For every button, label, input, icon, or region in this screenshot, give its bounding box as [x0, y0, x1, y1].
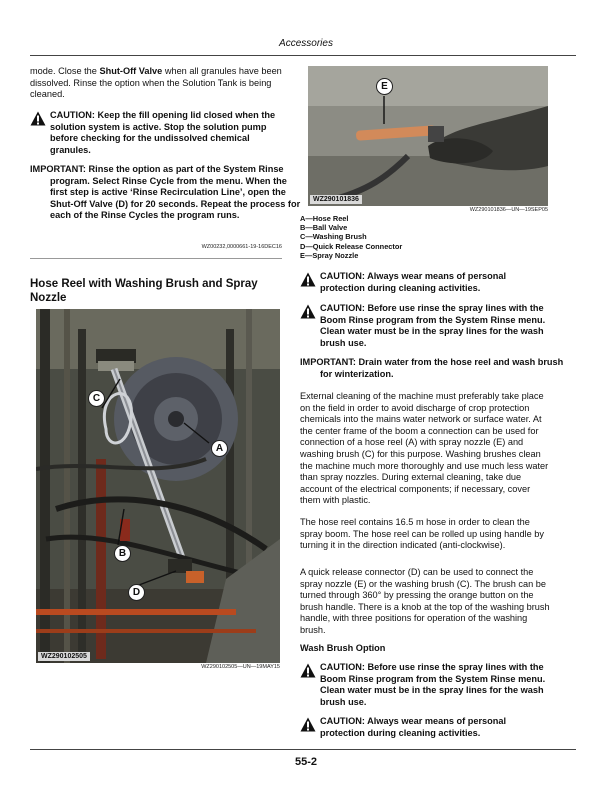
legend-item: A—Hose Reel [300, 214, 349, 223]
caution-text-4: CAUTION: Before use rinse the spray lines with the Boom Rinse program from the System Rinse menu. Clean water must be in the spray lines for the wash brush use. [320, 662, 546, 707]
paragraph-external-cleaning: External cleaning of the machine must preferably take place on the field in order to avoid discharge of crop protection chemicals into the mains water network or surface water. At the center frame of the boom a connection can be used for connection of a hose reel (A) with spray nozzle (E) and washing brush (C) for this purpose. Washing brushes clean the machine much more thoroughly and use much less water than spray nozzles. During external cleaning, take due account of the electrical components; if necessary, cover them with plastic. [300, 391, 549, 506]
callout-c: C [88, 390, 105, 407]
important-text: Rinse the option as part of the System Rinse program. Select Rinse Cycle from the menu. When the first step is active ‘Rinse Recirculation Line’, open the Shut-Off Valve (D) for 20 seconds. Repeat the process for each of the Rinse Cycles the program runs. [50, 164, 301, 221]
caution-text-2: CAUTION: Always wear means of personal protection during cleaning activities. [320, 271, 507, 293]
page-number: 55-2 [294, 756, 318, 768]
legend-item: C—Washing Brush [300, 232, 367, 242]
hose-reel-photo [36, 309, 280, 663]
caution-text-1: CAUTION: Keep the fill opening lid closed when the solution system is active. Stop the solution pump before checking for the undissolved chemical granules. [50, 110, 276, 155]
section-title: Hose Reel with Washing Brush and Spray Nozzle [30, 278, 258, 304]
intro-text-2: when all granules have been dissolved. Rinse the option when the Solution Tank is being cleaned. [30, 66, 282, 100]
warning-icon [300, 304, 316, 319]
reference-code-1: WZ00232,0000661-19-16DEC16 [201, 244, 282, 250]
warning-icon [300, 272, 316, 287]
important-label: IMPORTANT: [30, 164, 86, 174]
legend-item: B—Ball Valve [300, 223, 348, 233]
warning-icon [300, 663, 316, 678]
caution-text-3: CAUTION: Before use rinse the spray lines with the Boom Rinse program from the System Rinse menu. Clean water must be in the spray lines for the wash brush use. [320, 303, 546, 348]
spray-nozzle-illustration [308, 66, 548, 206]
callout-d: D [128, 584, 145, 601]
callout-b: B [114, 545, 131, 562]
header-rule [30, 55, 576, 56]
important-label: IMPORTANT: [300, 357, 356, 367]
hose-reel-illustration [36, 309, 280, 663]
important-text: Drain water from the hose reel and wash brush for winterization. [320, 357, 564, 379]
warning-icon [30, 111, 46, 126]
intro-bold: Shut-Off Valve [99, 66, 163, 76]
caution-block-5 [300, 716, 550, 739]
important-block-1 [30, 164, 302, 222]
footer-rule [30, 749, 576, 750]
caution-block-3 [300, 303, 550, 349]
photo-caption-ref-right: WZ290101836—UN—19SEP05 [469, 207, 548, 213]
callout-e: E [376, 78, 393, 95]
intro-text-1: mode. Close the [30, 66, 100, 76]
section-rule [30, 258, 282, 259]
photo-tag-right: WZ290101836 [310, 195, 362, 204]
important-block-2 [300, 357, 570, 380]
wash-brush-heading: Wash Brush Option [300, 643, 386, 653]
spray-nozzle-photo [308, 66, 548, 206]
intro-paragraph [30, 66, 282, 101]
photo-tag-left: WZ290102505 [38, 652, 90, 661]
legend-item: E—Spray Nozzle [300, 250, 359, 260]
warning-icon [300, 717, 316, 732]
caution-block-4 [300, 662, 550, 708]
caution-block-1 [30, 110, 282, 156]
legend-item: D—Quick Release Connector [300, 241, 403, 251]
legend [300, 214, 500, 260]
caution-block-2 [300, 271, 550, 294]
caution-text-5: CAUTION: Always wear means of personal protection during cleaning activities. [320, 716, 507, 738]
paragraph-hose-reel: The hose reel contains 16.5 m hose in order to clean the spray boom. The hose reel can be rolled up using handle by turning it in the direction indicated (anti-clockwise). [300, 517, 544, 551]
paragraph-quick-release: A quick release connector (D) can be used to connect the spray nozzle (E) or the washing brush (C). The brush can be turned through 360° by pressing the orange button on the brush handle. There is a knob at the top of the washing brush handle, with three positions for operation of the washing brush. [300, 567, 550, 635]
callout-a: A [211, 440, 228, 457]
photo-caption-ref-left: WZ290102505—UN—19MAY15 [201, 664, 280, 670]
page-header: Accessories [279, 38, 333, 49]
